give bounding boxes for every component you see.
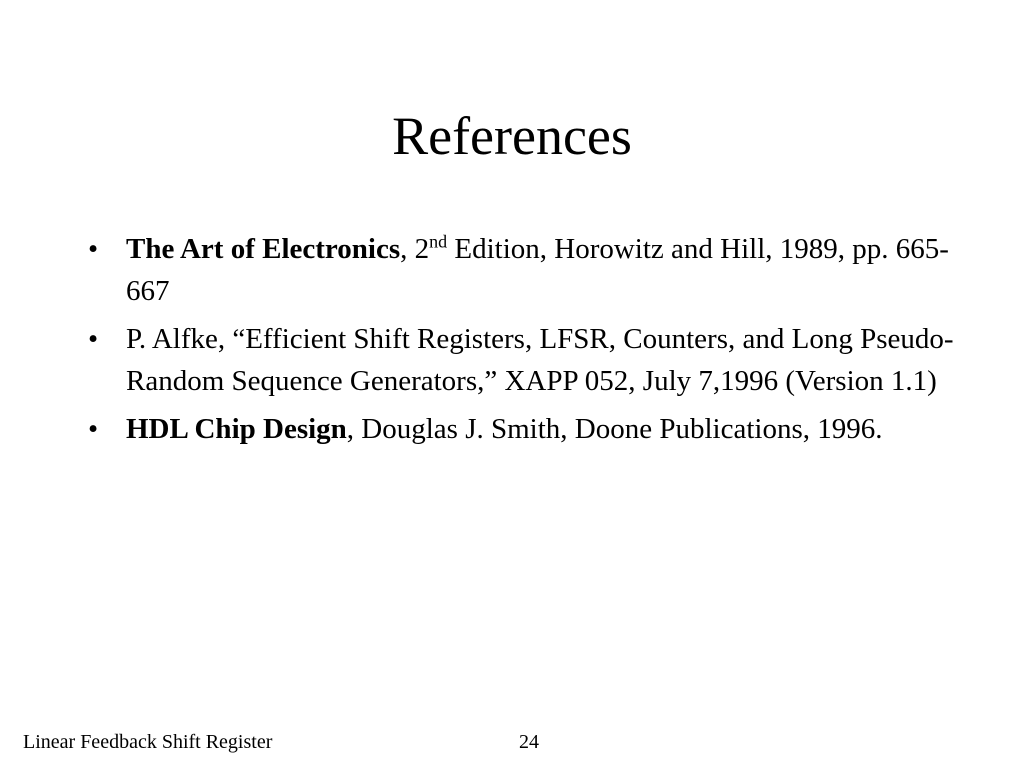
- edition-superscript: nd: [429, 231, 448, 252]
- page-number: 24: [519, 731, 539, 753]
- reference-details: , Douglas J. Smith, Doone Publications, 1996.: [346, 413, 883, 445]
- footer-title: Linear Feedback Shift Register: [23, 731, 273, 753]
- reference-text: [126, 413, 883, 445]
- reference-item-1: [80, 228, 960, 312]
- bullet-icon: •: [88, 413, 99, 445]
- bullet-icon: •: [88, 323, 99, 355]
- bullet-icon: •: [88, 233, 99, 265]
- reference-list: [80, 228, 960, 456]
- reference-text: [126, 233, 949, 307]
- reference-details: Edition, Horowitz and Hill, 1989, pp. 665-667: [126, 233, 949, 307]
- reference-item-2: [80, 318, 960, 402]
- slide-title: References: [392, 106, 632, 166]
- reference-title: HDL Chip Design: [126, 413, 347, 445]
- reference-text: P. Alfke, “Efficient Shift Registers, LFSR, Counters, and Long Pseudo-Random Sequence Generators,” XAPP 052, July 7,1996 (Version 1.1): [126, 323, 954, 397]
- reference-edition-number: , 2: [400, 233, 430, 265]
- reference-title: The Art of Electronics: [126, 233, 401, 265]
- reference-item-3: [80, 408, 960, 450]
